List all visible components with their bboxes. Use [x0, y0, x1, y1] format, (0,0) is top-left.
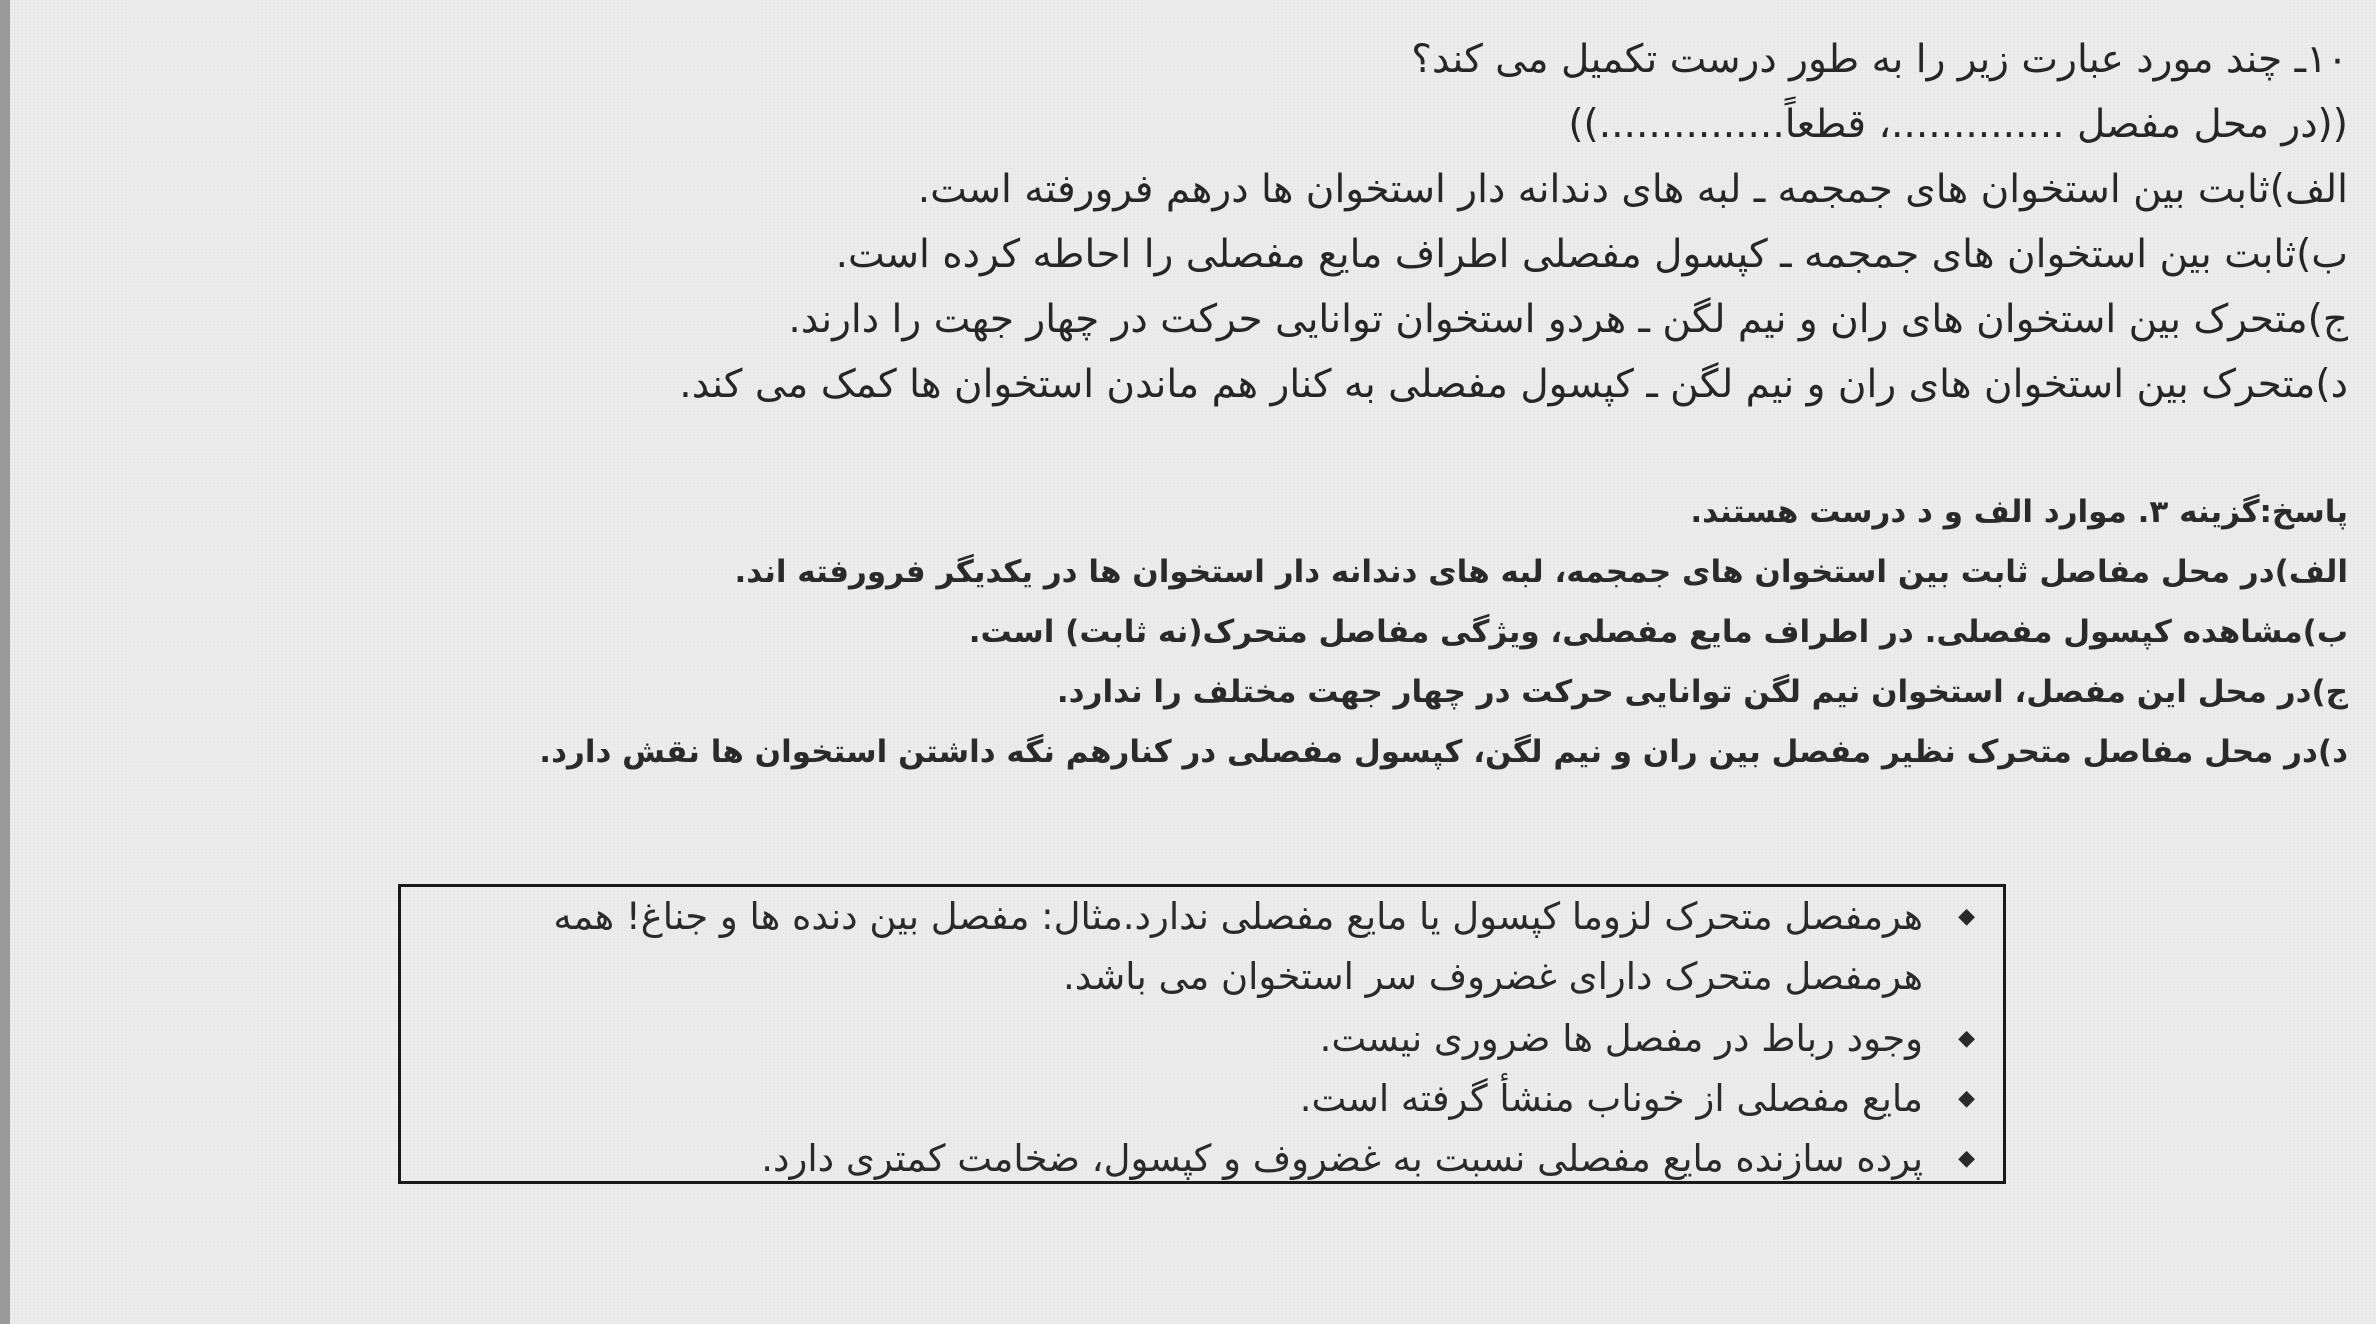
diamond-bullet-icon: ◆	[1958, 904, 1975, 929]
explanation-alef: الف)در محل مفاصل ثابت بین استخوان های جمجمه، لبه های دندانه دار استخوان ها در یکدیگر فرورفته اند.	[734, 554, 2348, 590]
note-text: هرمفصل متحرک لزوما کپسول یا مایع مفصلی ندارد.مثال: مفصل بین دنده ها و جناغ! همه هرمفصل متحرک دارای غضروف سر استخوان می باشد.	[553, 895, 1923, 998]
explanation-jim: ج)در محل این مفصل، استخوان نیم لگن توانایی حرکت در چهار جهت مختلف را ندارد.	[1056, 674, 2348, 710]
note-item	[433, 1009, 1973, 1069]
note-text: مایع مفصلی از خوناب منشأ گرفته است.	[1299, 1077, 1923, 1120]
page-left-edge	[0, 0, 10, 1324]
option-jim: ج)متحرک بین استخوان های ران و نیم لگن ـ هردو استخوان توانایی حرکت در چهار جهت را دارند.	[788, 297, 2348, 342]
explanation-dal: د)در محل مفاصل متحرک نظیر مفصل بین ران و نیم لگن، کپسول مفصلی در کنارهم نگه داشتن استخوان ها نقش دارد.	[539, 734, 2348, 770]
option-be: ب)ثابت بین استخوان های جمجمه ـ کپسول مفصلی اطراف مایع مفصلی را احاطه کرده است.	[835, 232, 2348, 277]
question-template: ((در محل مفصل ..............، قطعاً...............))	[1568, 102, 2348, 147]
answer-header: پاسخ:گزینه ۳. موارد الف و د درست هستند.	[1690, 494, 2348, 530]
option-dal: د)متحرک بین استخوان های ران و نیم لگن ـ کپسول مفصلی به کنار هم ماندن استخوان ها کمک می کند.	[679, 362, 2348, 407]
diamond-bullet-icon: ◆	[1958, 1146, 1975, 1171]
note-item	[433, 887, 1973, 1007]
document-page	[10, 0, 2376, 1324]
note-item	[433, 1129, 1973, 1189]
note-item	[433, 1069, 1973, 1129]
explanation-be: ب)مشاهده کپسول مفصلی. در اطراف مایع مفصلی، ویژگی مفاصل متحرک(نه ثابت) است.	[968, 614, 2348, 650]
option-alef: الف)ثابت بین استخوان های جمجمه ـ لبه های دندانه دار استخوان ها درهم فرورفته است.	[917, 167, 2348, 212]
notes-box	[398, 884, 2006, 1184]
note-text: پرده سازنده مایع مفصلی نسبت به غضروف و کپسول، ضخامت کمتری دارد.	[761, 1137, 1923, 1180]
note-text: وجود رباط در مفصل ها ضروری نیست.	[1319, 1017, 1923, 1060]
diamond-bullet-icon: ◆	[1958, 1026, 1975, 1051]
diamond-bullet-icon: ◆	[1958, 1086, 1975, 1111]
question-stem: ۱۰ـ چند مورد عبارت زیر را به طور درست تکمیل می کند؟	[1411, 37, 2348, 82]
